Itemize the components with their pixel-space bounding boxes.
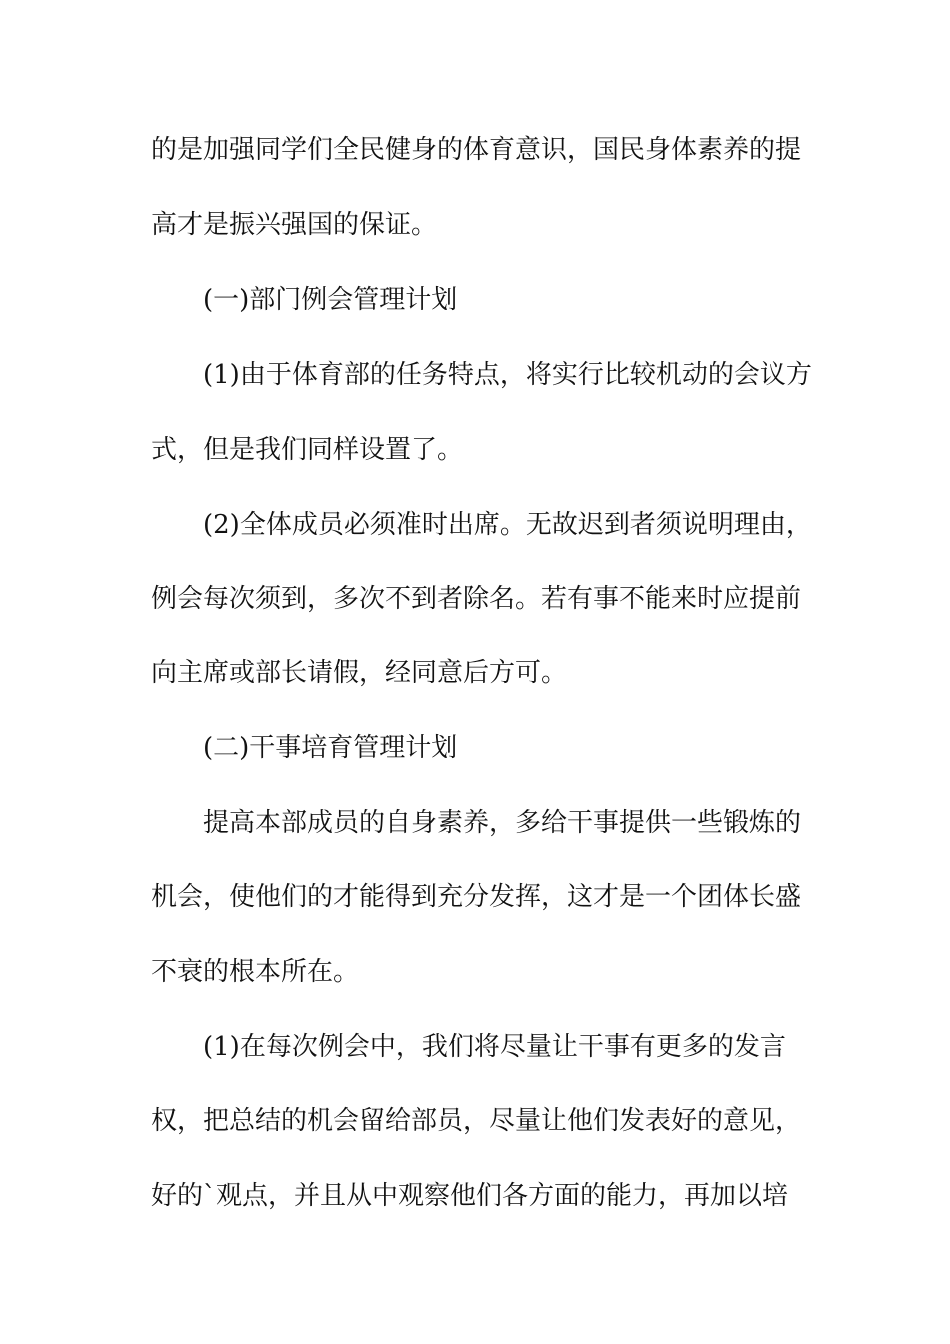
text-line: 式，但是我们同样设置了。 (151, 435, 464, 465)
text-line: 高才是振兴强国的保证。 (151, 210, 438, 240)
text-line: (1)由于体育部的任务特点，将实行比较机动的会议方 (203, 360, 812, 390)
text-line: 权，把总结的机会留给部员，尽量让他们发表好的意见， (151, 1106, 802, 1136)
text-line: 的是加强同学们全民健身的体育意识，国民身体素养的提 (151, 135, 802, 165)
section-heading: (一)部门例会管理计划 (203, 285, 458, 315)
text-line: (1)在每次例会中，我们将尽量让干事有更多的发言 (203, 1032, 786, 1062)
text-line: 不衰的根本所在。 (151, 957, 360, 987)
text-line: (2)全体成员必须准时出席。无故迟到者须说明理由， (203, 510, 812, 540)
text-line: 例会每次须到，多次不到者除名。若有事不能来时应提前 (151, 584, 802, 614)
text-line: 向主席或部长请假，经同意后方可。 (151, 658, 568, 688)
text-line: 提高本部成员的自身素养，多给干事提供一些锻炼的 (203, 808, 802, 838)
text-line: 机会，使他们的才能得到充分发挥，这才是一个团体长盛 (151, 882, 802, 912)
text-line: 好的`观点，并且从中观察他们各方面的能力，再加以培 (151, 1181, 789, 1211)
section-heading: (二)干事培育管理计划 (203, 733, 458, 763)
